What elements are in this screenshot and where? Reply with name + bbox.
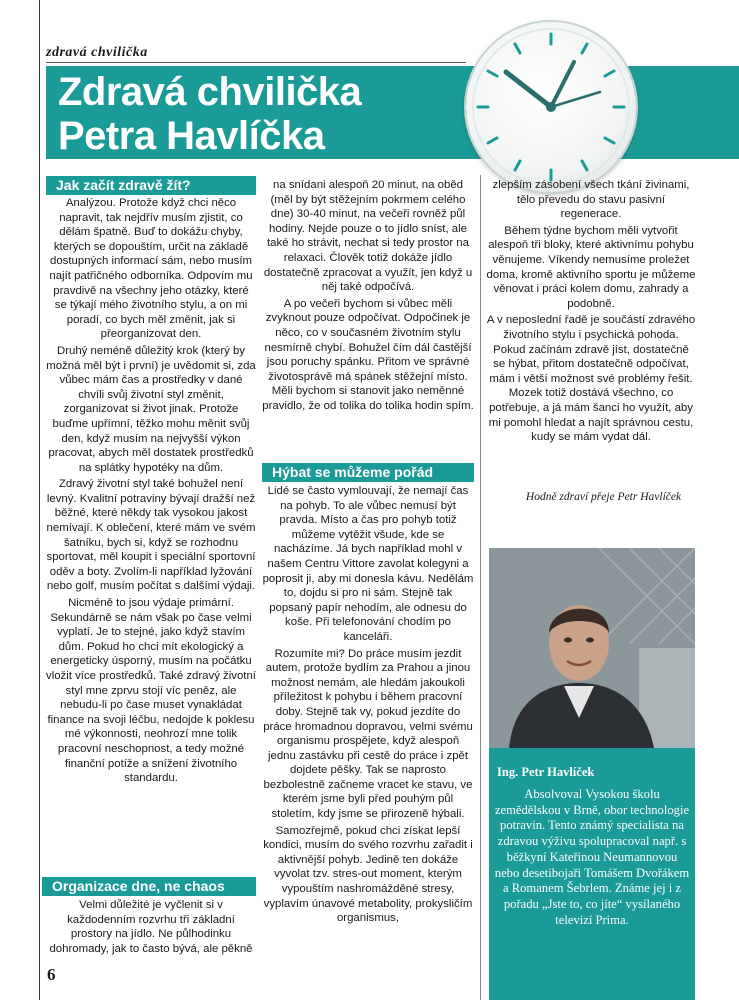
left-margin-rule — [39, 0, 40, 1000]
section-heading-organization: Organizace dne, ne chaos — [42, 877, 256, 896]
paragraph: na snídani alespoň 20 minut, na oběd (měl by být stěžejním pokrmem celého dne) 30-40 minut, na večeři rovněž půl hodiny. Nejde pouze o to jídlo sníst, ale také ho strávit, nechat si tedy prostor na relaxaci. Člověk totiž dokáže jídlo dostatečně zpracovat a využít, jen když u něj také odpočívá. — [263, 179, 473, 294]
column-divider — [480, 175, 481, 1000]
column-2 — [262, 178, 474, 416]
paragraph: Rozumíte mi? Do práce musím jezdit autem, protože bydlím za Prahou a jinou možnost nemám, ale hledám jakoukoli příležitost k pohybu i během pracovní doby. Stejně tak vy, pokud jezdíte do práce hromadnou dopravou, velmi svému organismu prospějete, když alespoň jednu zastávku při cestě do práce i zpět dojdete pěšky. Tak se naprosto bezbolestně začneme vracet ke stavu, ve kterém jsme byli před pouhým půl stoletím, kdy jsme se přirozeně hýbali. — [263, 647, 473, 821]
clock-face — [466, 22, 636, 192]
column-2-end — [262, 484, 474, 928]
clock-icon — [466, 22, 636, 192]
author-photo — [489, 548, 695, 748]
paragraph: Zdravý životní styl také bohužel není levný. Kvalitní potraviny bývají dražší než běžné, které někdy tak vysokou jakost nemívají. K oblečení, které mám ve svém šatníku, bych si, když se rozhodnu sportovat, měl koupit i speciální sportovní oděv a boty. Zvolím-li například lyžování nebo golf, musím počítat s dalšími výdaji. — [46, 478, 256, 593]
paragraph: Druhý neméně důležitý krok (který by možná měl být i první) je uvědomit si, zda vůbec mám čas a prostředky v dané chvíli svůj životní styl změnit, zorganizovat si život jinak. Protože buďme upřímní, těžko mohu měnit svůj den, když musím na nejvyšší výkon pracovat, abych měl dostatek prostředků na splátky hypotéky na dům. — [46, 344, 256, 474]
page-number: 6 — [47, 965, 56, 984]
column-3 — [486, 178, 696, 447]
section-heading-movement: Hýbat se můžeme pořád — [262, 463, 474, 482]
paragraph: A po večeři bychom si vůbec měli zvyknout pouze odpočívat. Odpočinek je něco, co v současném životním stylu nesmírně chybí. Bohužel čím dál častější jsou poruchy spánku. Přitom ve správné životosprávě má spánek stěžejní místo. Měli bychom si stanovit jako neměnné pravidlo, že od tolika do tolika hodin spím. — [262, 297, 474, 412]
paragraph: Samozřejmě, pokud chci získat lepší kondici, musím do svého rozvrhu zařadit i aktivnější pohyb. Jedině ten dokáže vyvolat tzv. stres-out moment, kterým vypouštím nashromážděné stresy, vyplavím únavové metabolity, prokysličím organismus, — [263, 824, 473, 925]
portrait-image — [489, 548, 695, 748]
signoff: Hodně zdraví přeje Petr Havlíček — [525, 491, 682, 503]
bio-name: Ing. Petr Havlíček — [497, 765, 595, 779]
title-line-1: Zdravá chvilička — [58, 70, 362, 114]
paragraph: Lidé se často vymlouvají, že nemají čas na pohyb. To ale vůbec nemusí být pravda. Místo a čas pro pohyb totiž můžeme vytěžit všude, kde se nacházíme. Já bych například mohl v našem Centru Vittore zavolat kolegyni a poprosit ji, aby mi donesla kávu. Nedělám to, dojdu si pro ni sám. Stejně tak popsaný papír nehodím, ale odnesu do koše. Při telefonování chodím po kanceláři. — [262, 485, 474, 643]
section-heading-start: Jak začít zdravě žít? — [46, 176, 256, 195]
section-label: zdravá chvilička — [46, 45, 148, 60]
header-rule — [46, 62, 466, 63]
paragraph: A v neposlední řadě je součástí zdravého životního stylu i psychická pohoda. Pokud začínám zdravě jíst, dostatečně se hýbat, přitom dostatečně odpočívat, mám i větší možnost své problémy řešit. Mozek totiž dostává všechno, co potřebuje, a já mám šanci ho využít, aby mi pomohl hledat a najít správnou cestu, kudy se mám vydat dál. — [486, 314, 696, 444]
title-line-2: Petra Havlíčka — [58, 114, 325, 158]
paragraph: Analýzou. Protože když chci něco napravit, tak nejdřív musím zjistit, co dělám špatně. Buď to dokážu chyby, kterých se dopouštím, určit na základě dostupných informací sám, nebo musím najít patřičného odborníka. Odpovím mu pravdivě na všechny jeho otázky, které se týkají mého životního stylu, a on mi poradí, co bych měl změnit, jak si přeorganizovat den. — [49, 197, 253, 341]
bio-text: Absolvoval Vysokou školu zemědělskou v Brně, obor technologie potravin. Tento známý specialista na zdravou výživu spolupracoval např. s běžkyní Kateřinou Neumannovou nebo desetibojaři Tomášem Dvořákem a Romanem Šebrlem. Známe jej i z pořadu „Jste to, co jíte“ vysílaného televizí Prima. — [494, 787, 690, 927]
paragraph: Během týdne bychom měli vytvořit alespoň tři bloky, které aktivnímu pohybu věnujeme. Víkendy nemusíme proležet doma, kromě aktivního sportu je můžeme věnovat i práci kolem domu, zahrady a podobně. — [486, 224, 696, 310]
column-1 — [46, 196, 256, 788]
paragraph: zlepším zásobení všech tkání živinami, tělo převedu do stavu pasivní regenerace. — [492, 179, 690, 221]
column-1-end — [46, 898, 256, 958]
paragraph: Velmi důležité je vyčlenit si v každodenním rozvrhu tři základní prostory na jídlo. Ne půlhodinku dohromady, jak to často bývá, ale pěkně — [49, 899, 253, 955]
paragraph: Nicméně to jsou výdaje primární. Sekundárně se nám však po čase velmi vyplatí. Je to stejné, jako když stavím dům. Pokud ho chci mít ekologický a energeticky úsporný, musím na počátku vložit více prostředků. Také zdravý životní styl mne zprvu stojí víc peněz, ale nebudu-li po čase muset vynakládat finance na svoji léčbu, nedojde k poklesu mé výkonnosti, neohrozí mne tolik pracovní neschopnost, a tedy možné finanční potíže a snížení životního standardu. — [46, 597, 256, 785]
page-title — [58, 70, 361, 158]
